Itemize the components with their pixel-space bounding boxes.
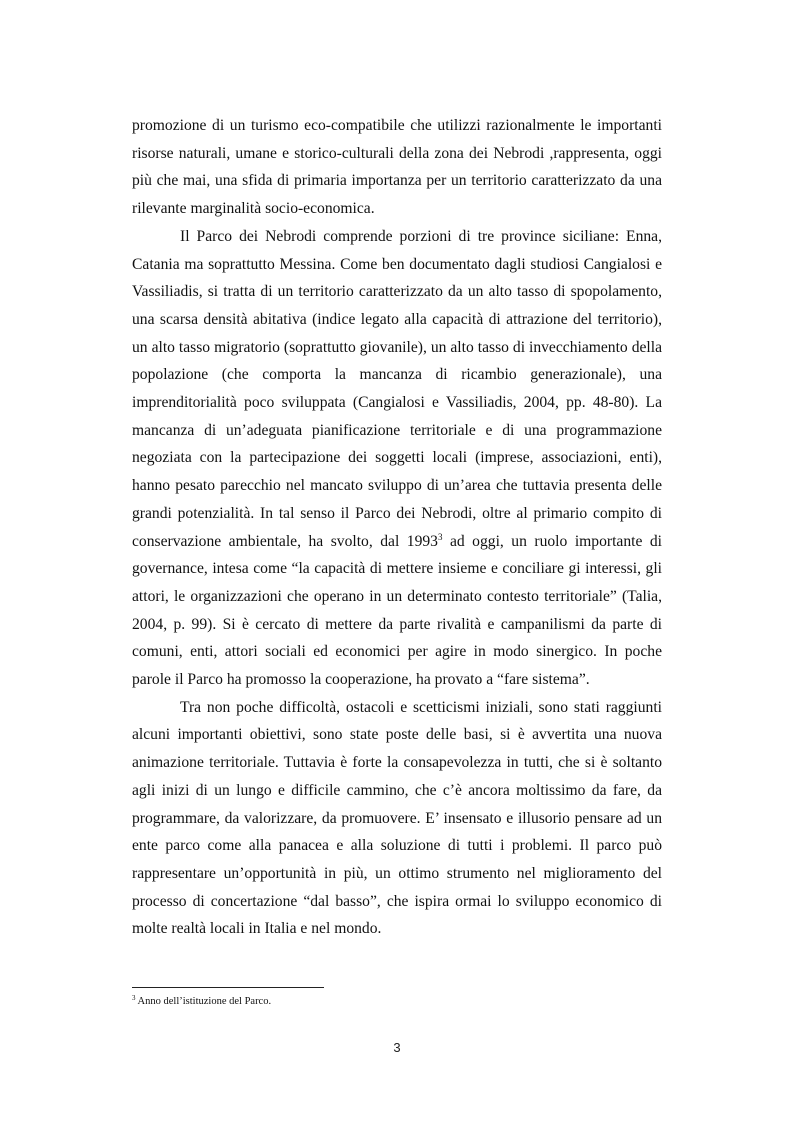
paragraph-2: [132, 223, 662, 694]
paragraph-2-text-before: Il Parco dei Nebrodi comprende porzioni di tre province siciliane: Enna, Catania ma soprattutto Messina. Come ben documentato dagli studiosi Cangialosi e Vassiliadis, si tratta di un territorio caratterizzato da un alto tasso di spopolamento, una scarsa densità abitativa (indice legato alla capacità di attrazione del territorio), un alto tasso migratorio (soprattutto giovanile), un alto tasso di invecchiamento della popolazione (che comporta la mancanza di ricambio generazionale), una imprenditorialità poco sviluppata (Cangialosi e Vassiliadis, 2004, pp. 48-80). La mancanza di un’adeguata pianificazione territoriale e di una programmazione negoziata con la partecipazione dei soggetti locali (imprese, associazioni, enti), hanno pesato parecchio nel mancato sviluppo di un’area che tuttavia presenta delle grandi potenzialità. In tal senso il Parco dei Nebrodi, oltre al primario compito di conservazione ambientale, ha svolto, dal 1993: [132, 227, 662, 550]
document-body: [132, 112, 662, 943]
footnote-reference: 3: [437, 531, 443, 542]
paragraph-2-text-after: ad oggi, un ruolo importante di governance, intesa come “la capacità di mettere insieme e conciliare gi interessi, gli attori, le organizzazioni che operano in un determinato contesto territoriale” (Talia, 2004, p. 99). Si è cercato di mettere da parte rivalità e campanilismi da parte di comuni, enti, attori sociali ed economici per agire in modo sinergico. In poche parole il Parco ha promosso la cooperazione, ha provato a “fare sistema”.: [132, 532, 662, 689]
footnote-marker: 3: [132, 994, 136, 1002]
footnote-separator: [132, 987, 324, 988]
footnote-text: Anno dell’istituzione del Parco.: [135, 996, 272, 1007]
paragraph-1: promozione di un turismo eco-compatibile che utilizzi razionalmente le importanti risorse naturali, umane e storico-culturali della zona dei Nebrodi ,rappresenta, oggi più che mai, una sfida di primaria importanza per un territorio caratterizzato da una rilevante marginalità socio-economica.: [132, 117, 662, 218]
page-number: 3: [393, 1040, 401, 1055]
paragraph-3: Tra non poche difficoltà, ostacoli e scetticismi iniziali, sono stati raggiunti alcuni importanti obiettivi, sono state poste delle basi, si è avvertita una nuova animazione territoriale. Tuttavia è forte la consapevolezza in tutti, che si è soltanto agli inizi di un lungo e difficile cammino, che c’è ancora moltissimo da fare, da programmare, da valorizzare, da promuovere. E’ insensato e illusorio pensare ad un ente parco come alla panacea e alla soluzione di tutti i problemi. Il parco può rappresentare un’opportunità in più, un ottimo strumento nel miglioramento del processo di concertazione “dal basso”, che ispira ormai lo sviluppo economico di molte realtà locali in Italia e nel mondo.: [132, 698, 662, 938]
footnote: [132, 995, 271, 1008]
